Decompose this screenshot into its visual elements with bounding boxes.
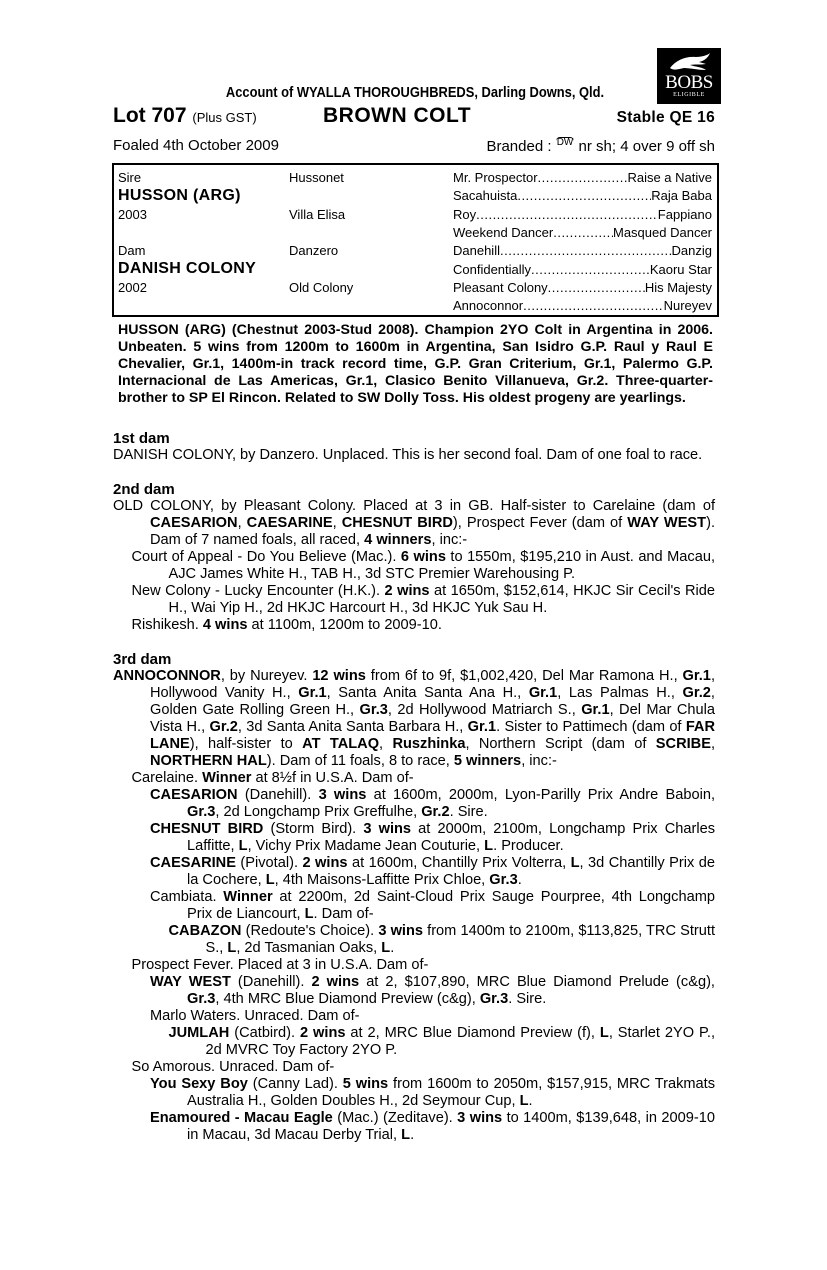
stable-location: Stable QE 16 <box>616 109 715 126</box>
dam-name: DANISH COLONY <box>118 260 257 277</box>
text: to 1550m, $195,210 in Aust. and Macau, AJC James White H., TAB H., 3d STC Premier Warehousing P. <box>168 549 715 582</box>
bold-text: CAESARINE <box>150 855 236 871</box>
brand-mark: DW <box>556 137 574 148</box>
bold-text: Gr.1 <box>581 702 610 718</box>
sire-summary: HUSSON (ARG) (Chestnut 2003-Stud 2008). Champion 2YO Colt in Argentina in 2006. Unbeaten. 5 wins from 1200m to 1600m in Argentina, San Isidro G.P. Raul y Raul E Chevalier, Gr.1, 1400m-in track record time, G.P. Gran Criterium, Gr.1, Palermo G.P. Internacional de Las Americas, Gr.1, Clasico Benito Villanueva, Gr.2. Three-quarter-brother to SP El Rincon. Related to SW Dolly Toss. His oldest progeny are yearlings. <box>118 322 713 406</box>
bold-text: L <box>401 1127 411 1143</box>
bold-text: NORTHERN HAL <box>150 753 267 769</box>
bold-text: Enamoured - Macau Eagle <box>150 1110 333 1126</box>
logo-text: BOBS <box>665 72 713 93</box>
text: at 1650m, $152,614, HKJC Sir Cecil's Ride H., Wai Yip H., 2d HKJC Harcourt H., 3d HKJC Yuk Sau H. <box>168 583 715 616</box>
text: , 4th MRC Blue Diamond Preview (c&g), <box>215 991 480 1007</box>
text: , by Nureyev. <box>220 668 313 684</box>
great-grandparent-name: Sacahuista <box>453 188 518 204</box>
bobs-eligible-logo <box>657 48 721 104</box>
great-grandparent-sire: Kaoru Star <box>649 261 712 277</box>
text: at 1600m, Chantilly Prix Volterra, <box>347 855 571 871</box>
dam-section <box>113 651 715 1144</box>
bold-text: L <box>238 838 248 854</box>
bold-text: 4 winners <box>364 532 432 548</box>
bold-text: 3 wins <box>378 923 424 939</box>
great-grandparent-name: Mr. Prospector <box>453 170 538 185</box>
bold-text: JUMLAH <box>168 1025 230 1041</box>
great-grandparent-sire: Nureyev <box>663 298 712 314</box>
text: at 1100m, 1200m to 2009-10. <box>247 617 442 633</box>
text: , <box>379 736 393 752</box>
bold-text: L <box>570 855 580 871</box>
grandsire-paternal: Hussonet <box>289 170 344 185</box>
pedigree-entry <box>113 957 715 974</box>
leader-dots <box>538 170 628 185</box>
branded-rest: nr sh; 4 over 9 off sh <box>578 138 715 155</box>
text: ). Dam of 11 foals, 8 to race, <box>266 753 454 769</box>
text: . Sister to Pattimech (dam of <box>496 719 686 735</box>
pedigree-entry <box>113 668 715 770</box>
leader-dots <box>553 225 613 240</box>
pedigree-entry <box>113 1076 715 1110</box>
text: (Pivotal). <box>235 855 303 871</box>
text: Rishikesh. <box>131 617 203 633</box>
text: So Amorous. Unraced. Dam of- <box>131 1059 335 1075</box>
text: . Producer. <box>493 838 564 854</box>
bold-text: 2 wins <box>302 855 348 871</box>
text: (Danehill). <box>230 974 312 990</box>
bold-text: Ruszhinka <box>392 736 466 752</box>
text: , inc:- <box>521 753 557 769</box>
text: from 6f to 9f, $1,002,420, Del Mar Ramona H., <box>365 668 683 684</box>
bold-text: L <box>381 940 391 956</box>
great-grandparent-sire: His Majesty <box>644 279 712 295</box>
text: , 3d Chantilly Prix de la Cochere, <box>187 855 716 888</box>
great-grandparent-row <box>453 225 712 240</box>
bold-text: L <box>599 1025 609 1041</box>
dam-section <box>113 481 715 634</box>
pedigree-entry <box>113 1110 715 1144</box>
great-grandparent-row <box>453 188 712 203</box>
pedigree-entry <box>113 447 715 464</box>
text: , Northern Script (dam of <box>465 736 656 752</box>
text: OLD COLONY, by Pleasant Colony. Placed at 3 in GB. Half-sister to Carelaine (dam of <box>113 498 715 514</box>
pedigree-entry <box>113 617 715 634</box>
text: DANISH COLONY, by Danzero. Unplaced. This is her second foal. Dam of one foal to race. <box>113 447 703 463</box>
text: at 2, $107,890, MRC Blue Diamond Prelude (c&g), <box>359 974 715 990</box>
bold-text: Gr.3 <box>187 991 216 1007</box>
text: , 4th Maisons-Laffitte Prix Chloe, <box>274 872 490 888</box>
text: , Santa Anita Santa Ana H., <box>326 685 529 701</box>
bold-text: L <box>265 872 275 888</box>
text: Court of Appeal - Do You Believe (Mac.). <box>131 549 401 565</box>
pedigree-entry <box>113 770 715 787</box>
foaled-date: Foaled 4th October 2009 <box>113 137 279 154</box>
pedigree-entry <box>113 974 715 1008</box>
text: , 2d Longchamp Prix Greffulhe, <box>215 804 422 820</box>
text: (Danehill). <box>237 787 319 803</box>
leader-dots <box>476 207 658 222</box>
text: . <box>410 1127 415 1143</box>
bold-text: 3 wins <box>363 821 412 837</box>
bold-text: Gr.3 <box>359 702 388 718</box>
leader-dots <box>531 262 650 277</box>
text: at 2000m, 2100m, Longchamp Prix Charles Laffitte, <box>187 821 716 854</box>
sire-year: 2003 <box>118 207 147 222</box>
bold-text: 6 wins <box>400 549 446 565</box>
pedigree-entry <box>113 583 715 617</box>
leader-dots <box>523 298 663 313</box>
text: . Sire. <box>449 804 488 820</box>
text: at 2200m, 2d Saint-Cloud Prix Sauge Pourpree, 4th Longchamp Prix de Liancourt, <box>187 889 715 922</box>
section-heading: 3rd dam <box>113 651 172 668</box>
great-grandparent-name: Roy <box>453 206 477 222</box>
text: (Redoute's Choice). <box>241 923 379 939</box>
bold-text: 3 wins <box>457 1110 503 1126</box>
bold-text: ANNOCONNOR <box>113 668 221 684</box>
pedigree-entry <box>113 855 715 889</box>
section-heading: 2nd dam <box>113 481 175 498</box>
dam-lines <box>113 430 715 1161</box>
bold-text: CAESARINE <box>246 515 333 531</box>
great-grandparent-sire: Masqued Dancer <box>613 224 712 240</box>
sire-name: HUSSON (ARG) <box>118 187 241 204</box>
text: , 2d Tasmanian Oaks, <box>236 940 382 956</box>
pedigree-entry <box>113 889 715 923</box>
bold-text: L <box>227 940 237 956</box>
text: Cambiata. <box>150 889 224 905</box>
bold-text: Gr.1 <box>298 685 327 701</box>
text: Prospect Fever. Placed at 3 in U.S.A. Dam of- <box>131 957 429 973</box>
pedigree-entry <box>113 821 715 855</box>
bold-text: L <box>484 838 494 854</box>
great-grandparent-row <box>453 170 712 185</box>
text: , inc:- <box>431 532 468 548</box>
text: to 1400m, $139,648, in 2009-10 in Macau, 3d Macau Derby Trial, <box>187 1110 715 1143</box>
bold-text: Winner <box>202 770 252 786</box>
great-grandparent-name: Annoconnor <box>453 298 524 314</box>
pedigree-entry <box>113 923 715 957</box>
pedigree-table <box>112 163 719 317</box>
leader-dots <box>517 188 651 203</box>
bold-text: SCRIBE <box>655 736 711 752</box>
pedigree-entry <box>113 498 715 549</box>
bold-text: 5 winners <box>453 753 522 769</box>
bold-text: WAY WEST <box>627 515 707 531</box>
text: , <box>710 736 715 752</box>
vendor-account: Account of WYALLA THOROUGHBREDS, Darling Downs, Qld. <box>225 84 605 101</box>
lot-label: Lot 707 <box>113 104 187 127</box>
bold-text: 4 wins <box>202 617 248 633</box>
bold-text: CAESARION <box>150 515 238 531</box>
bold-text: WAY WEST <box>150 974 231 990</box>
bold-text: Gr.3 <box>489 872 518 888</box>
text: New Colony - Lucky Encounter (H.K.). <box>131 583 385 599</box>
bold-text: 2 wins <box>300 1025 346 1041</box>
text: ). Dam of 7 named foals, all raced, <box>150 515 716 548</box>
text: ), Prospect Fever (dam of <box>452 515 628 531</box>
text: (Mac.) (Zeditave). <box>332 1110 458 1126</box>
bold-text: Gr.1 <box>528 685 558 701</box>
text: , Vichy Prix Madame Jean Couturie, <box>247 838 485 854</box>
dam-year: 2002 <box>118 280 147 295</box>
leader-dots <box>548 280 645 295</box>
bold-text: 2 wins <box>311 974 360 990</box>
bold-text: L <box>304 906 314 922</box>
pedigree-entry <box>113 1008 715 1025</box>
great-grandparent-row <box>453 280 712 295</box>
sire-label: Sire <box>118 170 142 185</box>
text: from 1600m to 2050m, $157,915, MRC Trakmats Australia H., Golden Doubles H., 2d Seymour Cup, <box>187 1076 715 1109</box>
pedigree-entry <box>113 1059 715 1076</box>
bold-text: You Sexy Boy <box>150 1076 248 1092</box>
dam-section <box>113 430 715 464</box>
great-grandparent-sire: Fappiano <box>657 206 712 222</box>
grandsire-maternal: Danzero <box>289 243 339 258</box>
bold-text: Winner <box>223 889 273 905</box>
text: , Starlet 2YO P., 2d MVRC Toy Factory 2YO P. <box>205 1025 716 1058</box>
leader-dots <box>500 243 672 258</box>
text: . Dam of- <box>313 906 374 922</box>
section-heading: 1st dam <box>113 430 170 447</box>
text: . Sire. <box>508 991 547 1007</box>
bold-text: 5 wins <box>342 1076 389 1092</box>
pedigree-entry <box>113 549 715 583</box>
text: , Las Palmas H., <box>557 685 683 701</box>
brand-info <box>486 137 715 155</box>
pedigree-entry <box>113 787 715 821</box>
bold-text: CAESARION <box>150 787 238 803</box>
text: Marlo Waters. Unraced. Dam of- <box>150 1008 360 1024</box>
bold-text: 3 wins <box>318 787 367 803</box>
text: , Hollywood Vanity H., <box>150 668 715 701</box>
great-grandparent-sire: Raise a Native <box>627 170 712 185</box>
great-grandparent-row <box>453 243 712 258</box>
text: ), half-sister to <box>189 736 303 752</box>
granddam-maternal: Old Colony <box>289 280 354 295</box>
bold-text: CHESNUT BIRD <box>341 515 453 531</box>
text: (Storm Bird). <box>263 821 364 837</box>
great-grandparent-name: Pleasant Colony <box>453 279 548 295</box>
great-grandparent-name: Weekend Dancer <box>453 224 554 240</box>
text: . <box>517 872 522 888</box>
bold-text: 12 wins <box>312 668 366 684</box>
great-grandparent-row <box>453 262 712 277</box>
bold-text: FAR LANE <box>150 719 715 752</box>
horse-head-icon <box>666 52 712 74</box>
great-grandparent-name: Confidentially <box>453 261 532 277</box>
branded-label: Branded : <box>486 138 552 155</box>
text: , Golden Gate Rolling Green H., <box>150 685 715 718</box>
logo-subtext: ELIGIBLE <box>673 92 705 98</box>
colour-sex: BROWN COLT <box>323 104 472 127</box>
great-grandparent-sire: Raja Baba <box>651 188 712 204</box>
text: (Catbird). <box>229 1025 300 1041</box>
text: , 2d Hollywood Matriarch S., <box>387 702 582 718</box>
bold-text: AT TALAQ <box>302 736 380 752</box>
bold-text: 2 wins <box>384 583 430 599</box>
bold-text: L <box>519 1093 529 1109</box>
text: , Del Mar Chula Vista H., <box>150 702 715 735</box>
text: , <box>237 515 247 531</box>
lot-number <box>113 104 257 128</box>
bold-text: Gr.2 <box>421 804 450 820</box>
bold-text: CABAZON <box>168 923 242 939</box>
text: , 3d Santa Anita Santa Barbara H., <box>237 719 468 735</box>
great-grandparent-row <box>453 207 712 222</box>
text: Carelaine. <box>131 770 203 786</box>
granddam-paternal: Villa Elisa <box>289 207 346 222</box>
great-grandparent-row <box>453 298 712 313</box>
bold-text: Gr.3 <box>479 991 509 1007</box>
text: at 1600m, 2000m, Lyon-Parilly Prix Andre Baboin, <box>366 787 715 803</box>
bold-text: Gr.1 <box>467 719 497 735</box>
bold-text: Gr.2 <box>209 719 238 735</box>
bold-text: Gr.1 <box>682 668 711 684</box>
bold-text: CHESNUT BIRD <box>150 821 264 837</box>
bold-text: Gr.3 <box>187 804 216 820</box>
dam-label: Dam <box>118 243 146 258</box>
text: , <box>332 515 342 531</box>
pedigree-entry <box>113 1025 715 1059</box>
text: from 1400m to 2100m, $113,825, TRC Strutt S., <box>205 923 716 956</box>
plus-gst-note: (Plus GST) <box>192 110 257 125</box>
bold-text: Gr.2 <box>682 685 711 701</box>
text: at 2, MRC Blue Diamond Preview (f), <box>345 1025 600 1041</box>
great-grandparent-sire: Danzig <box>671 243 712 259</box>
great-grandparent-name: Danehill <box>453 243 500 259</box>
text: at 8½f in U.S.A. Dam of- <box>251 770 414 786</box>
text: . <box>528 1093 533 1109</box>
text: . <box>390 940 395 956</box>
text: (Canny Lad). <box>247 1076 343 1092</box>
